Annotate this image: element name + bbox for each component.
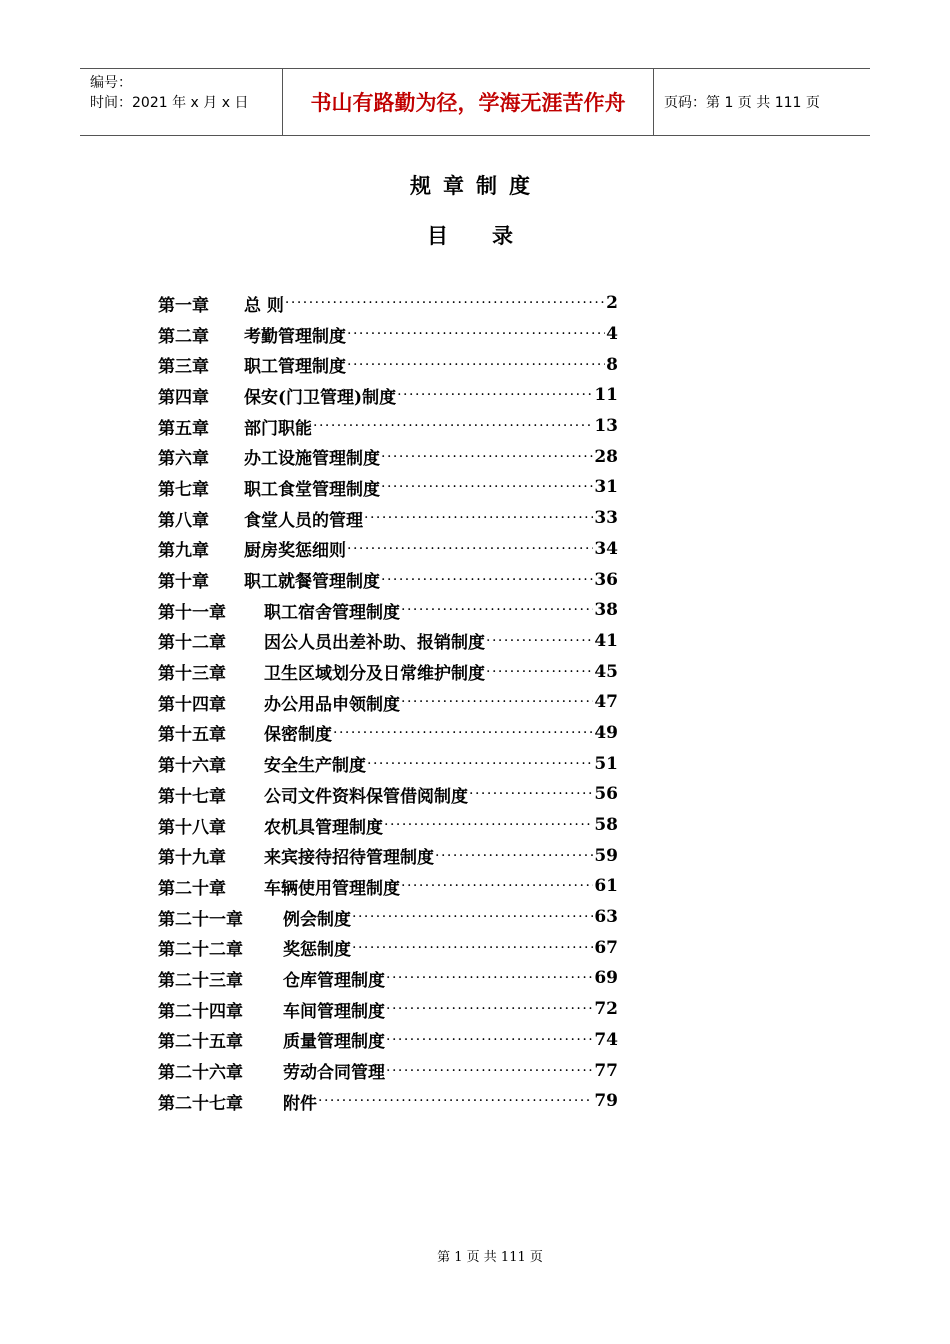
toc-chapter-title: 职工管理制度 — [244, 357, 346, 378]
toc-entry[interactable] — [158, 779, 618, 810]
toc-chapter-number: 第二章 — [158, 326, 209, 347]
toc-dot-leader — [469, 779, 593, 810]
toc-chapter-title: 劳动合同管理 — [283, 1063, 385, 1084]
toc-page-number: 4 — [606, 324, 618, 345]
toc-chapter-title: 总 则 — [244, 295, 284, 316]
toc-chapter-title: 奖惩制度 — [283, 940, 351, 961]
toc-entry[interactable] — [158, 932, 618, 963]
toc-page-number: 31 — [594, 477, 618, 498]
toc-chapter-number: 第二十五章 — [158, 1032, 243, 1053]
table-of-contents — [158, 288, 618, 1117]
toc-entry[interactable] — [158, 472, 618, 503]
toc-entry[interactable] — [158, 503, 618, 534]
time-label: 时间：2021 年 x 月 x 日 — [90, 95, 249, 111]
toc-chapter-number: 第十七章 — [158, 786, 226, 807]
toc-entry[interactable] — [158, 994, 618, 1025]
toc-dot-leader — [313, 411, 593, 442]
toc-page-number: 2 — [606, 293, 618, 314]
toc-chapter-number: 第二十一章 — [158, 909, 243, 930]
toc-page-number: 74 — [594, 1029, 618, 1050]
toc-entry[interactable] — [158, 1086, 618, 1117]
toc-page-number: 63 — [594, 907, 618, 928]
toc-entry[interactable] — [158, 963, 618, 994]
toc-dot-leader — [386, 994, 593, 1025]
header-page-info: 页码：第 1 页 共 111 页 — [664, 95, 820, 111]
toc-chapter-title: 保密制度 — [264, 725, 332, 746]
toc-chapter-title: 职工食堂管理制度 — [244, 479, 380, 500]
toc-chapter-title: 例会制度 — [283, 909, 351, 930]
toc-dot-leader — [486, 656, 593, 687]
toc-chapter-number: 第四章 — [158, 387, 209, 408]
toc-entry[interactable] — [158, 810, 618, 841]
toc-chapter-title: 卫生区域划分及日常维护制度 — [264, 664, 485, 685]
toc-entry[interactable] — [158, 319, 618, 350]
toc-chapter-number: 第五章 — [158, 418, 209, 439]
toc-dot-leader — [401, 687, 593, 718]
toc-entry[interactable] — [158, 626, 618, 657]
toc-dot-leader — [347, 534, 593, 565]
toc-entry[interactable] — [158, 687, 618, 718]
toc-chapter-number: 第二十二章 — [158, 940, 243, 961]
toc-chapter-number: 第十六章 — [158, 756, 226, 777]
toc-dot-leader — [435, 840, 593, 871]
toc-page-number: 47 — [594, 692, 618, 713]
toc-page-number: 72 — [594, 999, 618, 1020]
toc-page-number: 61 — [594, 876, 618, 897]
toc-dot-leader — [486, 626, 593, 657]
toc-entry[interactable] — [158, 871, 618, 902]
toc-entry[interactable] — [158, 1055, 618, 1086]
toc-chapter-title: 公司文件资料保管借阅制度 — [264, 786, 468, 807]
toc-dot-leader — [367, 748, 593, 779]
document-title: 规章制度 — [410, 173, 542, 198]
toc-page-number: 51 — [594, 753, 618, 774]
toc-chapter-title: 附件 — [283, 1093, 317, 1114]
toc-chapter-number: 第二十七章 — [158, 1093, 243, 1114]
toc-page-number: 13 — [594, 416, 618, 437]
toc-chapter-number: 第九章 — [158, 541, 209, 562]
toc-chapter-number: 第十二章 — [158, 633, 226, 654]
toc-page-number: 8 — [606, 354, 618, 375]
toc-entry[interactable] — [158, 840, 618, 871]
toc-dot-leader — [381, 472, 593, 503]
toc-page-number: 11 — [594, 385, 618, 406]
toc-dot-leader — [381, 441, 593, 472]
toc-dot-leader — [352, 932, 593, 963]
toc-chapter-title: 部门职能 — [244, 418, 312, 439]
toc-chapter-title: 办公用品申领制度 — [264, 694, 400, 715]
number-label: 编号： — [90, 75, 132, 91]
toc-dot-leader — [384, 810, 593, 841]
toc-dot-leader — [347, 349, 605, 380]
toc-chapter-title: 职工宿舍管理制度 — [264, 602, 400, 623]
toc-chapter-number: 第二十三章 — [158, 970, 243, 991]
page-footer: 第 1 页 共 111 页 — [437, 1250, 543, 1265]
toc-dot-leader — [347, 319, 605, 350]
toc-entry[interactable] — [158, 718, 618, 749]
toc-chapter-number: 第十章 — [158, 572, 209, 593]
toc-dot-leader — [333, 718, 593, 749]
toc-dot-leader — [397, 380, 593, 411]
toc-page-number: 69 — [594, 968, 618, 989]
toc-page-number: 34 — [594, 538, 618, 559]
toc-chapter-number: 第十九章 — [158, 848, 226, 869]
toc-dot-leader — [352, 902, 593, 933]
toc-chapter-number: 第二十章 — [158, 878, 226, 899]
toc-chapter-title: 车辆使用管理制度 — [264, 878, 400, 899]
page-header — [80, 68, 870, 136]
toc-chapter-number: 第一章 — [158, 295, 209, 316]
toc-page-number: 36 — [594, 569, 618, 590]
toc-heading: 目录 — [427, 223, 557, 248]
toc-chapter-title: 办工设施管理制度 — [244, 449, 380, 470]
toc-chapter-title: 食堂人员的管理 — [244, 510, 363, 531]
toc-page-number: 59 — [594, 845, 618, 866]
toc-page-number: 67 — [594, 937, 618, 958]
toc-entry[interactable] — [158, 349, 618, 380]
toc-dot-leader — [285, 288, 605, 319]
toc-entry[interactable] — [158, 656, 618, 687]
toc-entry[interactable] — [158, 564, 618, 595]
toc-page-number: 28 — [594, 446, 618, 467]
toc-chapter-number: 第二十四章 — [158, 1001, 243, 1022]
toc-page-number: 79 — [594, 1091, 618, 1112]
toc-chapter-number: 第六章 — [158, 449, 209, 470]
toc-chapter-number: 第十五章 — [158, 725, 226, 746]
toc-chapter-title: 职工就餐管理制度 — [244, 572, 380, 593]
toc-entry[interactable] — [158, 411, 618, 442]
toc-chapter-title: 考勤管理制度 — [244, 326, 346, 347]
toc-chapter-title: 车间管理制度 — [283, 1001, 385, 1022]
toc-entry[interactable] — [158, 380, 618, 411]
toc-dot-leader — [364, 503, 593, 534]
toc-entry[interactable] — [158, 288, 618, 319]
toc-chapter-title: 安全生产制度 — [264, 756, 366, 777]
toc-chapter-number: 第十一章 — [158, 602, 226, 623]
header-meta — [80, 69, 282, 135]
toc-chapter-title: 来宾接待招待管理制度 — [264, 848, 434, 869]
toc-entry[interactable] — [158, 441, 618, 472]
toc-chapter-title: 因公人员出差补助、报销制度 — [264, 633, 485, 654]
toc-chapter-number: 第三章 — [158, 357, 209, 378]
toc-dot-leader — [386, 963, 593, 994]
toc-dot-leader — [386, 1025, 593, 1056]
toc-dot-leader — [386, 1055, 593, 1086]
toc-page-number: 41 — [594, 630, 618, 651]
toc-chapter-number: 第八章 — [158, 510, 209, 531]
toc-chapter-title: 保安(门卫管理)制度 — [244, 387, 397, 408]
toc-page-number: 58 — [594, 815, 618, 836]
toc-entry[interactable] — [158, 902, 618, 933]
toc-page-number: 33 — [594, 508, 618, 529]
toc-dot-leader — [381, 564, 593, 595]
toc-chapter-number: 第二十六章 — [158, 1063, 243, 1084]
toc-chapter-number: 第十三章 — [158, 664, 226, 685]
toc-page-number: 49 — [594, 722, 618, 743]
toc-dot-leader — [401, 871, 593, 902]
header-motto: 书山有路勤为径，学海无涯苦作舟 — [282, 69, 654, 135]
toc-dot-leader — [318, 1086, 593, 1117]
toc-chapter-title: 仓库管理制度 — [283, 970, 385, 991]
toc-page-number: 38 — [594, 600, 618, 621]
toc-chapter-number: 第十八章 — [158, 817, 226, 838]
toc-chapter-title: 厨房奖惩细则 — [244, 541, 346, 562]
toc-chapter-title: 质量管理制度 — [283, 1032, 385, 1053]
toc-entry[interactable] — [158, 1025, 618, 1056]
toc-chapter-title: 农机具管理制度 — [264, 817, 383, 838]
toc-page-number: 56 — [594, 784, 618, 805]
toc-entry[interactable] — [158, 748, 618, 779]
toc-page-number: 45 — [594, 661, 618, 682]
toc-dot-leader — [401, 595, 593, 626]
toc-entry[interactable] — [158, 595, 618, 626]
toc-entry[interactable] — [158, 534, 618, 565]
toc-chapter-number: 第七章 — [158, 479, 209, 500]
toc-page-number: 77 — [594, 1060, 618, 1081]
toc-chapter-number: 第十四章 — [158, 694, 226, 715]
